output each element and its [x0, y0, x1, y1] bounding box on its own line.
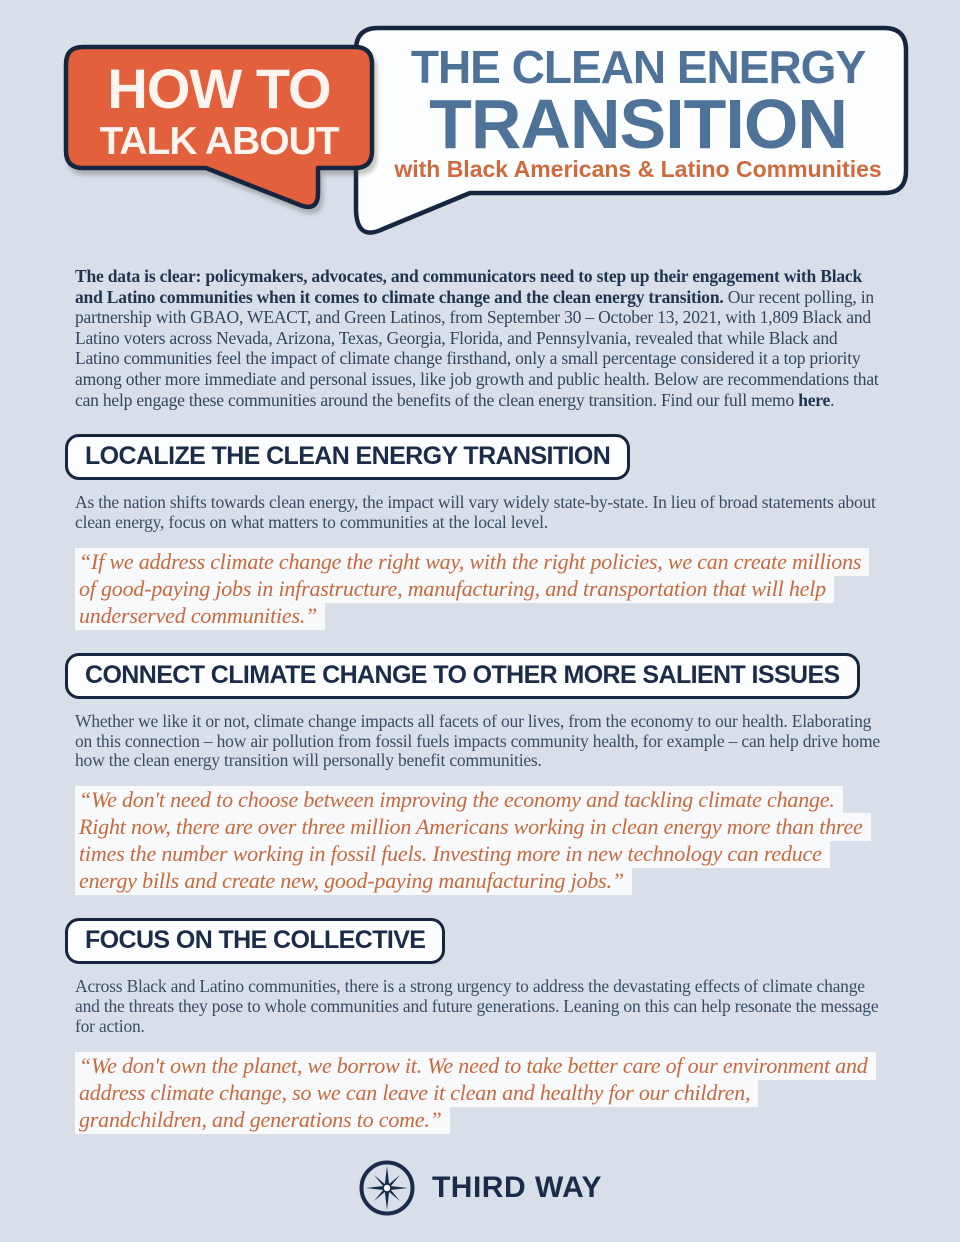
section-connect: [75, 629, 885, 894]
third-way-wordmark: THIRD WAY: [431, 1170, 603, 1204]
header-title-line1: THE CLEAN ENERGY: [410, 41, 866, 93]
header-subtitle: with Black Americans & Latino Communities: [394, 156, 882, 182]
section-quote-collective: [75, 1052, 875, 1133]
section-heading-connect: CONNECT CLIMATE CHANGE TO OTHER MORE SALIENT ISSUES: [65, 653, 860, 699]
section-heading-collective: FOCUS ON THE COLLECTIVE: [65, 918, 445, 964]
section-heading-localize: LOCALIZE THE CLEAN ENERGY TRANSITION: [65, 434, 630, 480]
section-collective: [75, 894, 885, 1132]
section-body-connect: Whether we like it or not, climate change impacts all facets of our lives, from the economy to our health. Elaborating on this connection – how air pollution from fossil fuels impacts community health, for example – can help drive home how the clean energy transition will personally benefit communities.: [75, 710, 880, 771]
section-quote-connect: [75, 786, 875, 894]
intro-period: .: [830, 389, 835, 410]
header-how-to: HOW TO: [107, 57, 331, 120]
memo-link[interactable]: here: [798, 389, 831, 410]
section-quote-localize: [75, 548, 875, 629]
quote-text: “We don't need to choose between improving the economy and tackling climate change. Right now, there are over three million Americans working in clean energy more than three times the number working in fossil fuels. Investing more in new technology can reduce energy bills and create new, good-paying manufacturing jobs.”: [75, 786, 871, 895]
intro-paragraph: [75, 266, 885, 410]
intro-regular-text: Our recent polling, in partnership with GBAO, WEACT, and Green Latinos, from September 30 – October 13, 2021, with 1,809 Black and Latino voters across Nevada, Arizona, Texas, Georgia, Florida, and Pennsylvania, revealed that while Black and Latino communities feel the impact of climate change firsthand, only a small percentage considered it a top priority among other more immediate and personal issues, like job growth and public health. Below are recommendations that can help engage these communities around the benefits of the clean energy transition. Find our full memo: [75, 286, 879, 410]
header-title-line2: TRANSITION: [429, 85, 847, 163]
section-localize: [75, 410, 885, 629]
third-way-compass-icon: [358, 1159, 416, 1217]
intro-bold-text: The data is clear: policymakers, advocates, and communicators need to step up their engagement with Black and Latino communities when it comes to climate change and the clean energy transition.: [75, 266, 863, 307]
footer: [75, 1159, 885, 1217]
quote-text: “We don't own the planet, we borrow it. We need to take better care of our environment and address climate change, so we can leave it clean and healthy for our children, grandchildren, and generations to come.”: [75, 1052, 876, 1134]
quote-text: “If we address climate change the right way, with the right policies, we can create millions of good-paying jobs in infrastructure, manufacturing, and transportation that will help underserved communities.”: [75, 548, 869, 630]
section-body-localize: As the nation shifts towards clean energy, the impact will vary widely state-by-state. In lieu of broad statements about clean energy, focus on what matters to communities at the local level.: [75, 492, 876, 532]
content: [0, 266, 960, 1217]
header: [0, 0, 960, 252]
section-body-collective: Across Black and Latino communities, there is a strong urgency to address the devastating effects of climate change and the threats they pose to whole communities and future generations. Leaning on this can help resonate the message for action.: [75, 976, 879, 1036]
header-talk-about: TALK ABOUT: [99, 120, 339, 163]
